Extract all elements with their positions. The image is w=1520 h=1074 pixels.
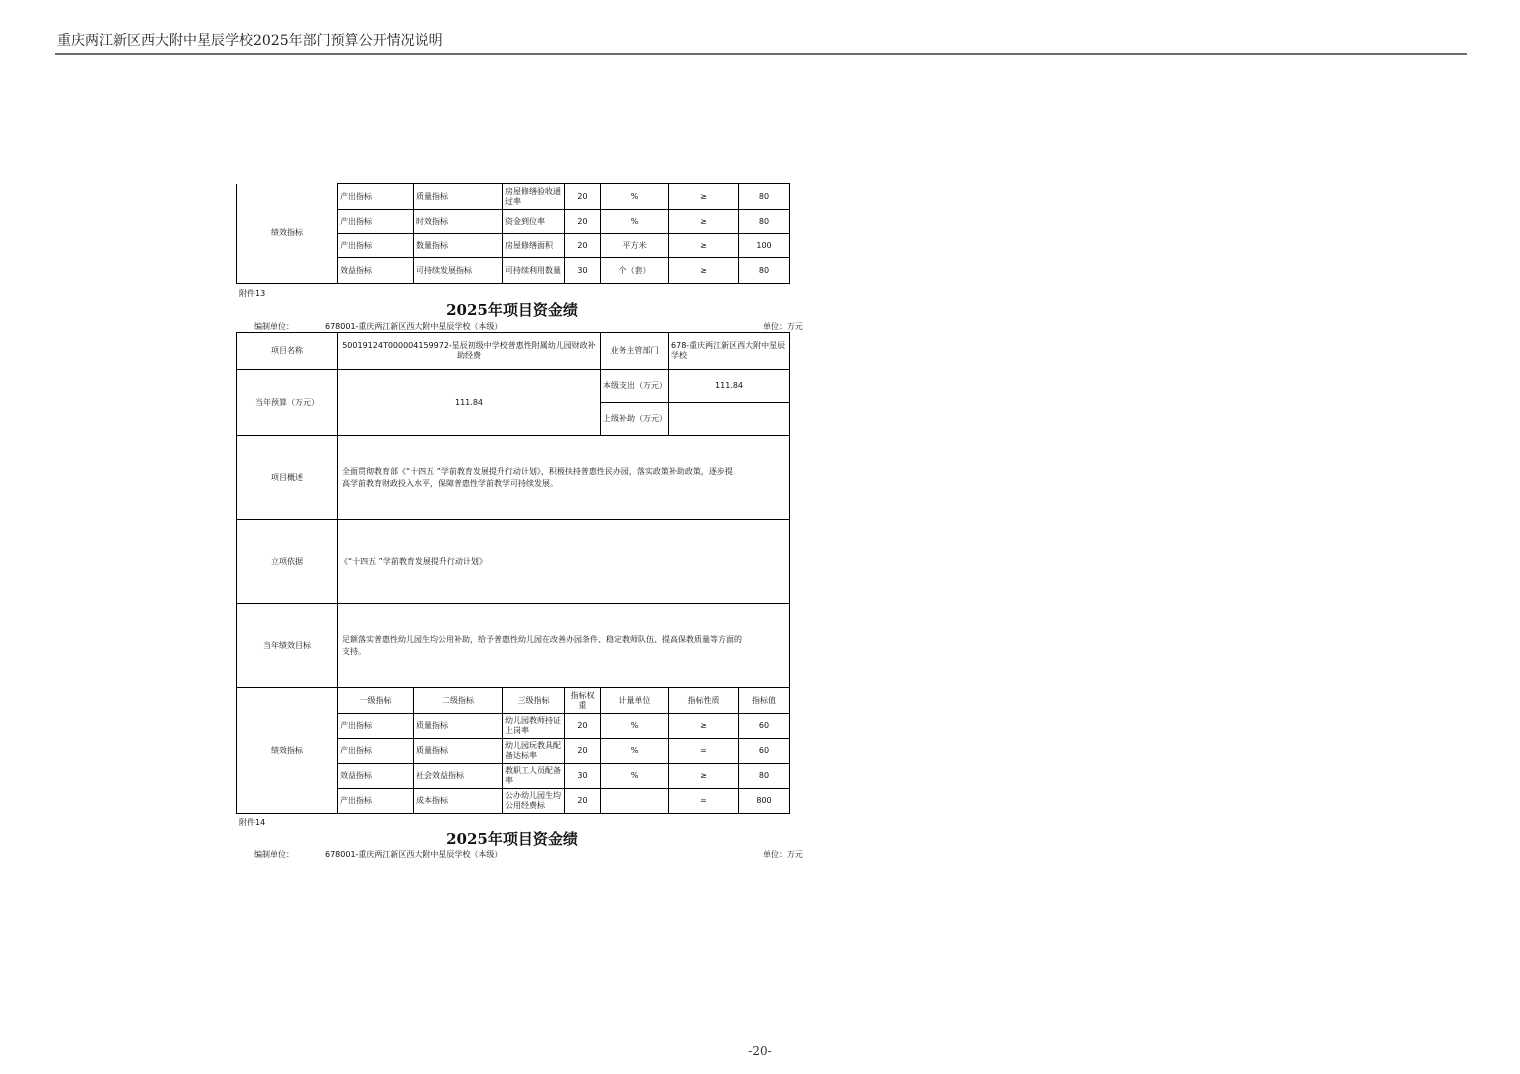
dept-value: 678-重庆两江新区西大附中星辰学校 (669, 333, 790, 370)
goal-label: 当年绩效目标 (237, 604, 338, 688)
page-header-title: 重庆两江新区西大附中星辰学校2025年部门预算公开情况说明 (57, 33, 443, 49)
table-cell: 30 (565, 258, 601, 284)
goal-line: 足额落实普惠性幼儿园生均公用补助，给予普惠性幼儿园在改善办园条件、稳定教师队伍、提高保教质量等方面的 (342, 634, 742, 644)
overview-line: 全面贯彻教育部《“十四五 ”学前教育发展提升行动计划》，积极扶持普惠性民办园，落实政策补助政策，逐步提 (342, 466, 733, 476)
table-cell: 房屋修缮验收通过率 (503, 184, 565, 210)
budget-value: 111.84 (338, 370, 601, 436)
attachment14-currency: 单位：万元 (763, 850, 803, 859)
table-cell: % (601, 184, 669, 210)
table-cell: 100 (739, 234, 790, 258)
own-expense-label: 本级支出（万元） (601, 370, 669, 403)
table-cell: 800 (739, 789, 790, 814)
overview-label: 项目概述 (237, 436, 338, 520)
column-header: 三级指标 (503, 688, 565, 714)
table-cell: 教职工人员配备率 (503, 764, 565, 789)
table-cell: 效益指标 (338, 258, 414, 284)
table-cell: ≥ (669, 234, 739, 258)
performance-table-13 (236, 332, 790, 814)
attachment13-currency: 单位：万元 (763, 322, 803, 331)
table-cell: 质量指标 (414, 739, 503, 764)
table-cell: % (601, 764, 669, 789)
table-cell: ≥ (669, 184, 739, 210)
table-cell: 社会效益指标 (414, 764, 503, 789)
table-cell: 20 (565, 234, 601, 258)
table-cell: 资金到位率 (503, 210, 565, 234)
attachment14-label: 附件14 (239, 818, 266, 827)
table-cell: 幼儿园玩教具配备达标率 (503, 739, 565, 764)
table-cell: 时效指标 (414, 210, 503, 234)
table-cell: 产出指标 (338, 789, 414, 814)
table-cell: 质量指标 (414, 184, 503, 210)
attachment14-title: 2025年项目资金绩 (446, 830, 578, 848)
table-cell: 产出指标 (338, 739, 414, 764)
attachment13-label: 附件13 (239, 289, 266, 298)
table-cell: % (601, 210, 669, 234)
table-cell: 20 (565, 184, 601, 210)
goal-cell (338, 604, 790, 688)
table-cell: 30 (565, 764, 601, 789)
table-cell: ≥ (669, 714, 739, 739)
attachment13-unit-label: 编制单位： (254, 322, 294, 331)
own-expense-value: 111.84 (669, 370, 790, 403)
table-cell: 60 (739, 714, 790, 739)
column-header: 指标性质 (669, 688, 739, 714)
budget-label: 当年预算（万元） (237, 370, 338, 436)
table-cell: 产出指标 (338, 210, 414, 234)
table-cell: 80 (739, 210, 790, 234)
table-cell: 80 (739, 764, 790, 789)
perf-group-label: 绩效指标 (237, 688, 338, 814)
table-cell: 效益指标 (338, 764, 414, 789)
column-header: 计量单位 (601, 688, 669, 714)
table-cell: 质量指标 (414, 714, 503, 739)
column-header: 指标值 (739, 688, 790, 714)
table-cell: 可持续利用数量 (503, 258, 565, 284)
table-cell: = (669, 789, 739, 814)
table-cell: 成本指标 (414, 789, 503, 814)
table-cell: ≥ (669, 258, 739, 284)
table-cell: 产出指标 (338, 234, 414, 258)
table-cell: % (601, 714, 669, 739)
column-header: 一级指标 (338, 688, 414, 714)
attachment13-unit-value: 678001-重庆两江新区西大附中星辰学校（本级） (325, 322, 503, 331)
table-cell: 平方米 (601, 234, 669, 258)
column-header: 二级指标 (414, 688, 503, 714)
table-cell: 20 (565, 210, 601, 234)
table-cell: 个（套） (601, 258, 669, 284)
table-cell: 房屋修缮面积 (503, 234, 565, 258)
table-cell: 产出指标 (338, 184, 414, 210)
table-cell: 数量指标 (414, 234, 503, 258)
table-cell: 60 (739, 739, 790, 764)
project-name-value: 50019124T000004159972-星辰初级中学校普惠性附属幼儿园财政补助经费 (338, 333, 601, 370)
page-number: -20- (748, 1044, 772, 1058)
table-cell: 20 (565, 739, 601, 764)
perf-group-label: 绩效指标 (237, 184, 338, 284)
table-cell: 80 (739, 258, 790, 284)
table-cell: = (669, 739, 739, 764)
overview-line: 高学前教育财政投入水平，保障普惠性学前教学可持续发展。 (342, 478, 558, 488)
attachment14-unit-value: 678001-重庆两江新区西大附中星辰学校（本级） (325, 850, 503, 859)
goal-line: 支持。 (342, 646, 366, 656)
basis-label: 立项依据 (237, 520, 338, 604)
column-header: 指标权重 (565, 688, 601, 714)
table-cell: ≥ (669, 210, 739, 234)
attachment14-unit-label: 编制单位： (254, 850, 294, 859)
upper-subsidy-label: 上级补助（万元） (601, 403, 669, 436)
table-cell: 产出指标 (338, 714, 414, 739)
basis-value: 《“十四五 ”学前教育发展提升行动计划》 (338, 520, 790, 604)
performance-table-top (236, 183, 790, 284)
table-cell: % (601, 739, 669, 764)
table-cell: 可持续发展指标 (414, 258, 503, 284)
table-cell: ≥ (669, 764, 739, 789)
header-divider (55, 53, 1467, 55)
project-name-label: 项目名称 (237, 333, 338, 370)
dept-label: 业务主管部门 (601, 333, 669, 370)
table-cell: 幼儿园教师持证上岗率 (503, 714, 565, 739)
table-cell: 20 (565, 714, 601, 739)
attachment13-title: 2025年项目资金绩 (446, 301, 578, 319)
table-cell: 公办幼儿园生均公用经费标 (503, 789, 565, 814)
upper-subsidy-value (669, 403, 790, 436)
table-cell (601, 789, 669, 814)
table-cell: 20 (565, 789, 601, 814)
table-cell: 80 (739, 184, 790, 210)
overview-cell (338, 436, 790, 520)
